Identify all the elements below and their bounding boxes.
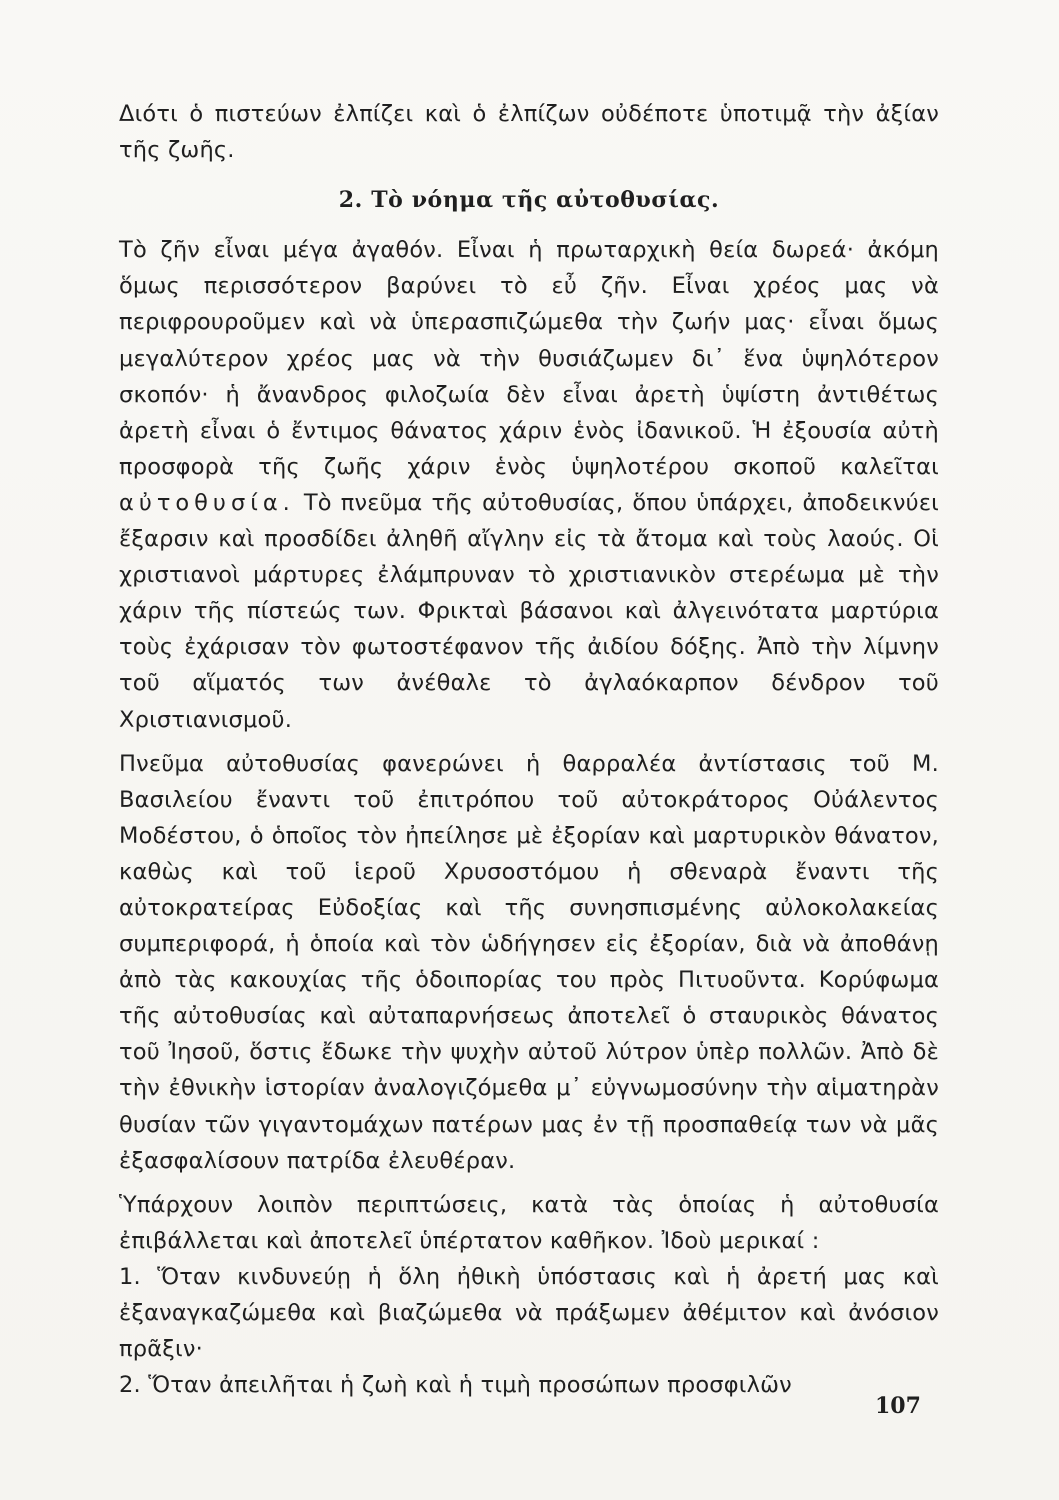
list-item: 2. Ὅταν ἀπειλῆται ἡ ζωὴ καὶ ἡ τιμὴ προσώπων προσφιλῶν [119, 1372, 792, 1399]
paragraph-cases: Ὑπάρχουν λοιπὸν περιπτώσεις, κατὰ τὰς ὁποίας ἡ αὐτοθυσία ἐπιβάλλεται καὶ ἀποτελεῖ ὑπέρτατον καθῆκον. Ἰδοὺ μερικαί : [119, 1191, 939, 1254]
paragraph-examples: Πνεῦμα αὐτοθυσίας φανερώνει ἡ θαρραλέα ἀντίστασις τοῦ Μ. Βασιλείου ἔναντι τοῦ ἐπιτρόπου τοῦ αὐτοκράτορος Οὐάλεντος Μοδέστου, ὁ ὁποῖος τὸν ἠπείλησε μὲ ἐξορίαν καὶ μαρτυρικὸν θάνατον, καθὼς καὶ τοῦ ἱεροῦ Χρυσοστόμου ἡ σθεναρὰ ἔναντι τῆς αὐτοκρατείρας Εὐδοξίας καὶ τῆς συνησπισμένης αὐλοκολακείας συμπεριφορά, ἡ ὁποία καὶ τὸν ὡδήγησεν εἰς ἐξορίαν, διὰ νὰ ἀποθάνῃ ἀπὸ τὰς κακουχίας τῆς ὁδοιπορίας του πρὸς Πιτυοῦντα. Κορύφωμα τῆς αὐτοθυσίας καὶ αὐταπαρνήσεως ἀποτελεῖ ὁ σταυρικὸς θάνατος τοῦ Ἰησοῦ, ὅστις ἔδωκε τὴν ψυχὴν αὐτοῦ λύτρον ὑπὲρ πολλῶν. Ἀπὸ δὲ τὴν ἐθνικὴν ἱστορίαν ἀναλογιζόμεθα μ᾽ εὐγνωμοσύνην τὴν αἱματηρὰν θυσίαν τῶν γιγαντομάχων πατέρων μας ἐν τῇ προσπαθείᾳ των νὰ μᾶς ἐξασφαλίσουν πατρίδα ἐλευθέραν. [119, 750, 939, 1174]
section-heading: 2. Τὸ νόημα τῆς αὐτοθυσίας. [338, 187, 720, 214]
text-block [119, 96, 939, 1403]
paragraph-meaning-part1: Τὸ ζῆν εἶναι μέγα ἀγαθόν. Εἶναι ἡ πρωταρχικὴ θεία δωρεά· ἀκόμη ὅμως περισσότερον βαρύνει τὸ εὖ ζῆν. Εἶναι χρέος μας νὰ περιφρουροῦμεν καὶ νὰ ὑπερασπιζώμεθα τὴν ζωήν μας· εἶναι ὅμως μεγαλύτερον χρέος μας νὰ τὴν θυσιάζωμεν δι᾽ ἕνα ὑψηλότερον σκοπόν· ἡ ἄνανδρος φιλοζωία δὲν εἶναι ἀρετὴ ὑψίστη ἀντιθέτως ἀρετὴ εἶναι ὁ ἔντιμος θάνατος χάριν ἑνὸς ἰδανικοῦ. Ἡ ἐξουσία αὐτὴ προσφορὰ τῆς ζωῆς χάριν ἑνὸς ὑψηλοτέρου σκοποῦ καλεῖται [119, 237, 939, 480]
paragraph-meaning [119, 232, 939, 737]
list-item: 1. Ὅταν κινδυνεύῃ ἡ ὅλη ἠθικὴ ὑπόστασις καὶ ἡ ἀρετή μας καὶ ἐξαναγκαζώμεθα καὶ βιαζώμεθα νὰ πράξωμεν ἀθέμιτον καὶ ἀνόσιον πρᾶξιν· [119, 1263, 939, 1363]
paragraph-intro: Διότι ὁ πιστεύων ἐλπίζει καὶ ὁ ἐλπίζων οὐδέποτε ὑποτιμᾷ τὴν ἀξίαν τῆς ζωῆς. [119, 101, 939, 164]
paragraph-meaning-part2: Τὸ πνεῦμα τῆς αὐτοθυσίας, ὅπου ὑπάρχει, ἀποδεικνύει ἔξαρσιν καὶ προσδίδει ἀληθῆ αἴγλην εἰς τὰ ἄτομα καὶ τοὺς λαούς. Οἱ χριστιανοὶ μάρτυρες ἐλάμπρυναν τὸ χριστιανικὸν στερέωμα μὲ τὴν χάριν τῆς πίστεώς των. Φρικταὶ βάσανοι καὶ ἀλγεινότατα μαρτύρια τοὺς ἐχάρισαν τὸν φωτοστέφανον τῆς ἀιδίου δόξης. Ἀπὸ τὴν λίμνην τοῦ αἵματός των ἀνέθαλε τὸ ἀγλαόκαρπον δένδρον τοῦ Χριστιανισμοῦ. [119, 489, 939, 733]
page-number: 107 [875, 1393, 921, 1419]
emphasis-term: αὐτοθυσία. [119, 489, 295, 516]
